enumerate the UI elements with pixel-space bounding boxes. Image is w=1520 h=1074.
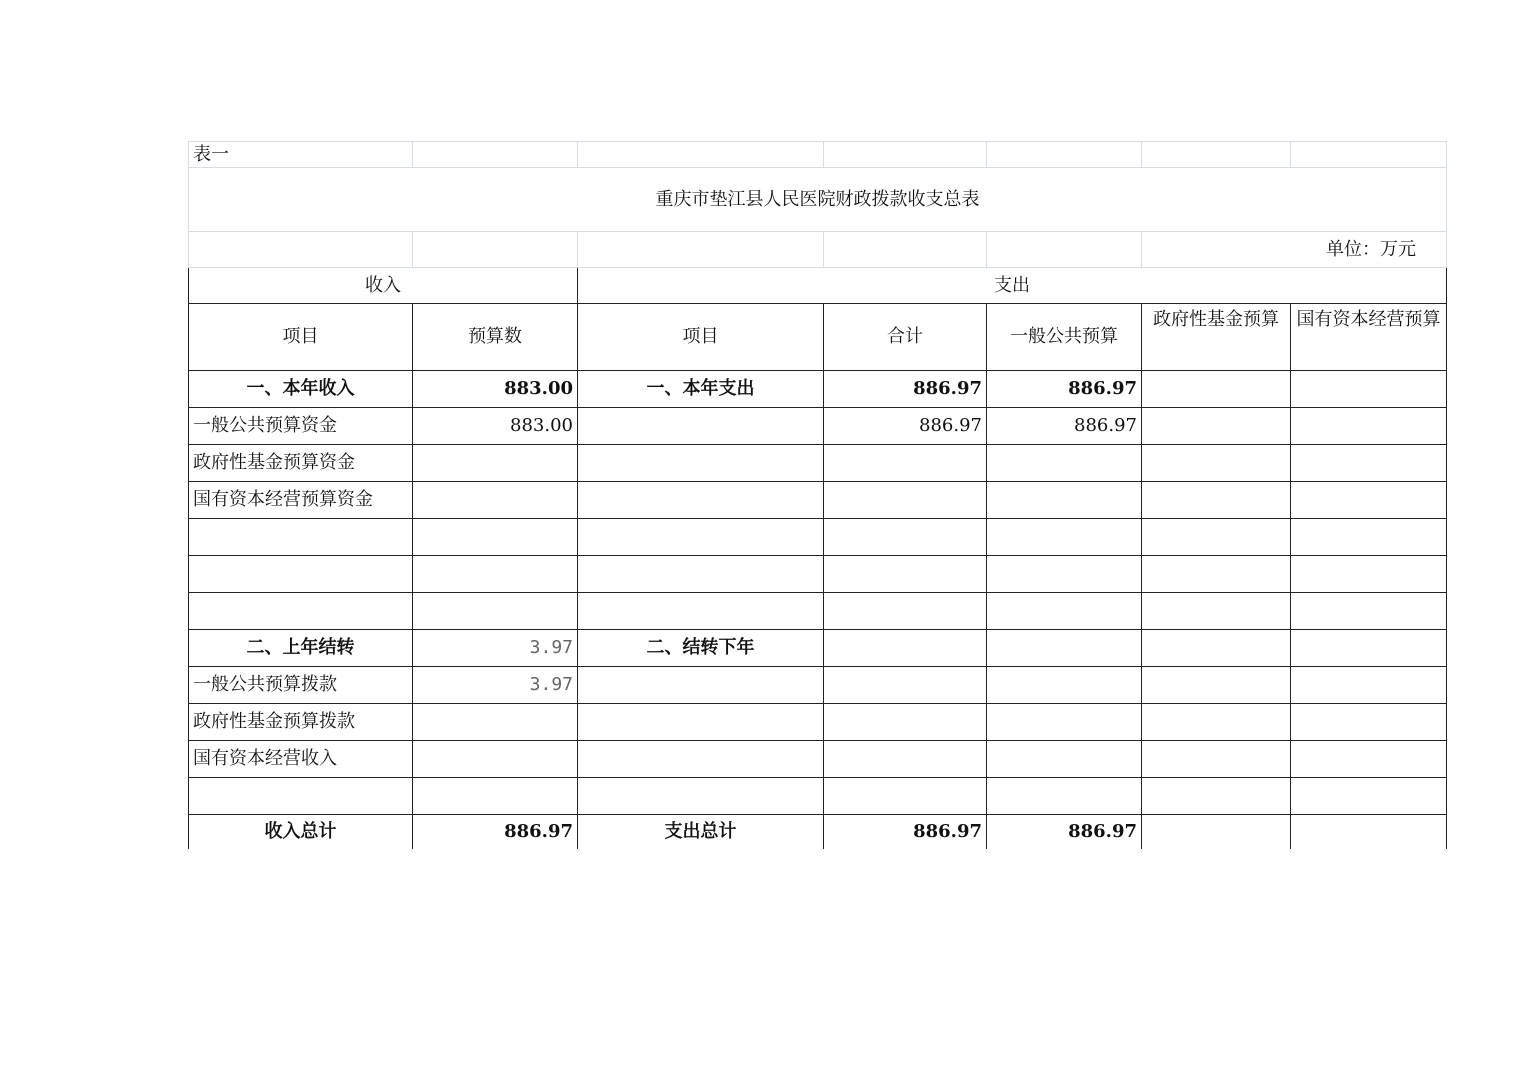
state-capital-cell	[1291, 445, 1447, 482]
general-budget-cell	[987, 593, 1142, 630]
state-capital-cell	[1291, 667, 1447, 704]
table-row	[189, 408, 1447, 445]
income-item-cell	[189, 519, 413, 556]
expense-item-cell	[578, 445, 824, 482]
expense-section-header: 支出	[578, 268, 1447, 304]
total-cell: 886.97	[824, 371, 987, 408]
expense-item-cell	[578, 519, 824, 556]
state-capital-cell	[1291, 815, 1447, 849]
section-header-row	[189, 268, 1447, 304]
income-budget-cell	[413, 704, 578, 741]
income-budget-cell	[413, 593, 578, 630]
income-item-cell: 一、本年收入	[189, 371, 413, 408]
table-row	[189, 371, 1447, 408]
general-budget-cell: 886.97	[987, 815, 1142, 849]
gov-fund-cell	[1142, 630, 1291, 667]
general-budget-cell	[987, 667, 1142, 704]
income-budget-cell	[413, 482, 578, 519]
table-row	[189, 519, 1447, 556]
gov-fund-cell	[1142, 371, 1291, 408]
expense-item-cell	[578, 741, 824, 778]
total-cell	[824, 704, 987, 741]
table-row	[189, 593, 1447, 630]
total-cell	[824, 667, 987, 704]
sheet-label-row	[189, 142, 1447, 168]
table-row	[189, 482, 1447, 519]
total-cell	[824, 482, 987, 519]
column-header-row	[189, 304, 1447, 371]
total-cell: 886.97	[824, 408, 987, 445]
expense-item-cell	[578, 556, 824, 593]
income-item-cell	[189, 593, 413, 630]
data-rows	[189, 371, 1447, 849]
page-title: 重庆市垫江县人民医院财政拨款收支总表	[189, 168, 1447, 232]
total-cell	[824, 556, 987, 593]
state-capital-cell	[1291, 741, 1447, 778]
general-budget-cell	[987, 482, 1142, 519]
general-budget-cell	[987, 519, 1142, 556]
income-budget-cell	[413, 778, 578, 815]
gov-fund-cell	[1142, 556, 1291, 593]
header-income-budget: 预算数	[413, 304, 578, 371]
income-item-cell: 政府性基金预算资金	[189, 445, 413, 482]
header-general-budget: 一般公共预算	[987, 304, 1142, 371]
table-row	[189, 556, 1447, 593]
state-capital-cell	[1291, 519, 1447, 556]
table-row	[189, 815, 1447, 849]
budget-summary-table	[188, 141, 1447, 849]
general-budget-cell	[987, 556, 1142, 593]
income-budget-cell	[413, 556, 578, 593]
state-capital-cell	[1291, 408, 1447, 445]
general-budget-cell	[987, 778, 1142, 815]
header-income-item: 项目	[189, 304, 413, 371]
income-budget-cell: 883.00	[413, 371, 578, 408]
general-budget-cell	[987, 630, 1142, 667]
income-budget-cell: 886.97	[413, 815, 578, 849]
general-budget-cell	[987, 704, 1142, 741]
income-item-cell: 一般公共预算资金	[189, 408, 413, 445]
income-item-cell: 收入总计	[189, 815, 413, 849]
expense-item-cell: 支出总计	[578, 815, 824, 849]
table-row	[189, 704, 1447, 741]
table-row	[189, 741, 1447, 778]
sheet-label: 表一	[189, 142, 413, 168]
income-budget-cell	[413, 445, 578, 482]
state-capital-cell	[1291, 630, 1447, 667]
header-gov-fund-budget: 政府性基金预算	[1142, 304, 1291, 371]
general-budget-cell: 886.97	[987, 371, 1142, 408]
expense-item-cell	[578, 408, 824, 445]
income-budget-cell: 3.97	[413, 667, 578, 704]
expense-item-cell	[578, 704, 824, 741]
gov-fund-cell	[1142, 519, 1291, 556]
header-expense-item: 项目	[578, 304, 824, 371]
total-cell	[824, 519, 987, 556]
expense-item-cell: 一、本年支出	[578, 371, 824, 408]
state-capital-cell	[1291, 704, 1447, 741]
total-cell	[824, 593, 987, 630]
expense-item-cell	[578, 593, 824, 630]
expense-item-cell	[578, 667, 824, 704]
total-cell	[824, 741, 987, 778]
gov-fund-cell	[1142, 778, 1291, 815]
state-capital-cell	[1291, 556, 1447, 593]
gov-fund-cell	[1142, 482, 1291, 519]
table-row	[189, 778, 1447, 815]
state-capital-cell	[1291, 778, 1447, 815]
expense-item-cell	[578, 482, 824, 519]
general-budget-cell: 886.97	[987, 408, 1142, 445]
total-cell	[824, 445, 987, 482]
gov-fund-cell	[1142, 704, 1291, 741]
unit-row	[189, 232, 1447, 268]
income-item-cell: 政府性基金预算拨款	[189, 704, 413, 741]
total-cell	[824, 630, 987, 667]
expense-item-cell: 二、结转下年	[578, 630, 824, 667]
total-cell: 886.97	[824, 815, 987, 849]
table-row	[189, 667, 1447, 704]
income-item-cell	[189, 778, 413, 815]
gov-fund-cell	[1142, 593, 1291, 630]
gov-fund-cell	[1142, 667, 1291, 704]
expense-item-cell	[578, 778, 824, 815]
income-item-cell: 国有资本经营收入	[189, 741, 413, 778]
general-budget-cell	[987, 445, 1142, 482]
table-row	[189, 630, 1447, 667]
header-state-capital-budget: 国有资本经营预算	[1291, 304, 1447, 371]
general-budget-cell	[987, 741, 1142, 778]
income-section-header: 收入	[189, 268, 578, 304]
state-capital-cell	[1291, 482, 1447, 519]
income-budget-cell	[413, 519, 578, 556]
income-item-cell: 国有资本经营预算资金	[189, 482, 413, 519]
header-total: 合计	[824, 304, 987, 371]
gov-fund-cell	[1142, 815, 1291, 849]
income-item-cell: 一般公共预算拨款	[189, 667, 413, 704]
gov-fund-cell	[1142, 741, 1291, 778]
total-cell	[824, 778, 987, 815]
state-capital-cell	[1291, 593, 1447, 630]
unit-label: 单位：万元	[1142, 232, 1447, 268]
income-budget-cell: 883.00	[413, 408, 578, 445]
income-budget-cell	[413, 741, 578, 778]
gov-fund-cell	[1142, 408, 1291, 445]
income-item-cell	[189, 556, 413, 593]
gov-fund-cell	[1142, 445, 1291, 482]
income-budget-cell: 3.97	[413, 630, 578, 667]
title-row	[189, 168, 1447, 232]
income-item-cell: 二、上年结转	[189, 630, 413, 667]
table-row	[189, 445, 1447, 482]
state-capital-cell	[1291, 371, 1447, 408]
